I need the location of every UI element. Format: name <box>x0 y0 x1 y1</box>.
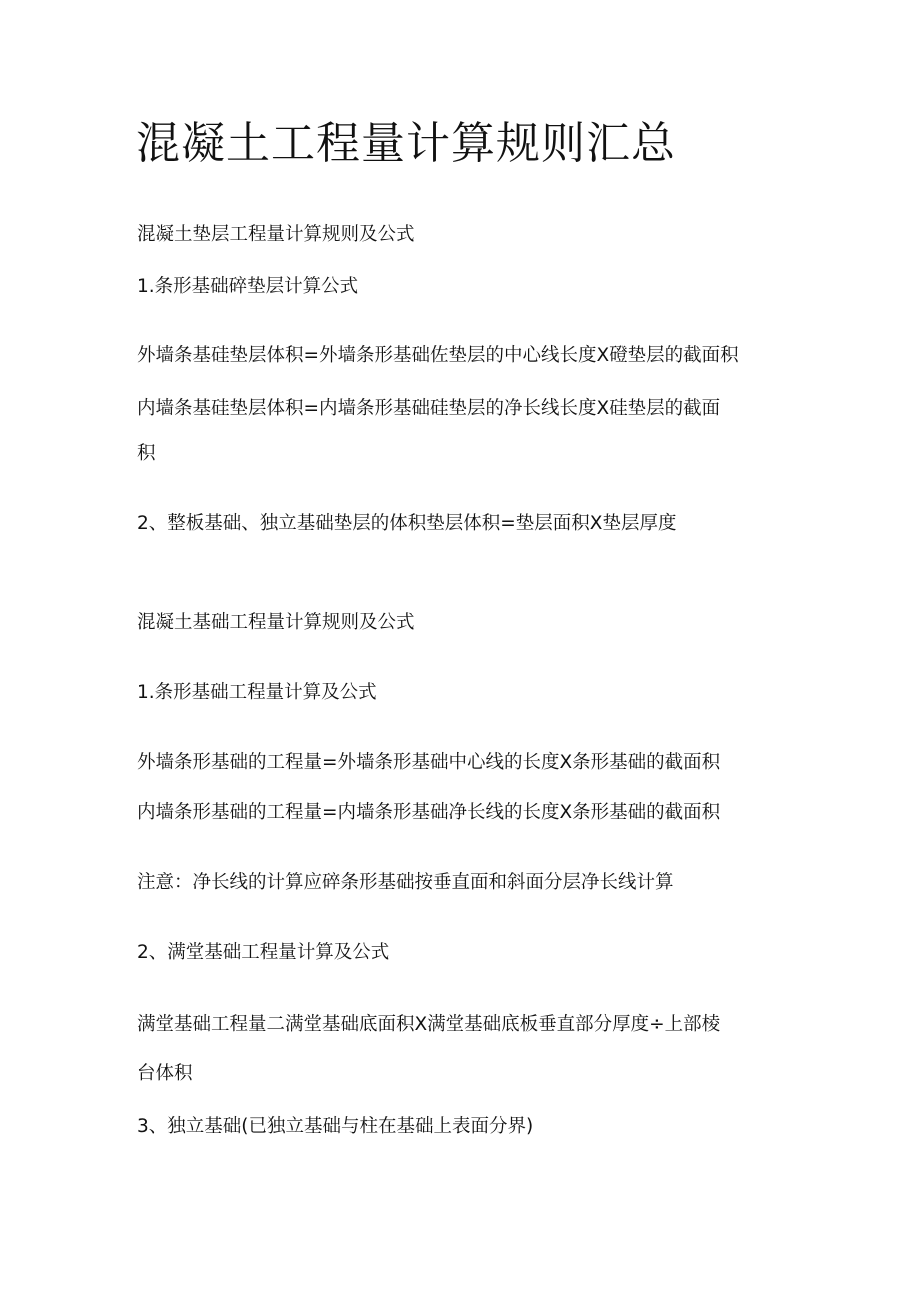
paragraph-mat-foundation-formula-cont: 台体积 <box>137 1063 193 1084</box>
item-strip-foundation: 1.条形基础工程量计算及公式 <box>137 682 377 703</box>
item-isolated-foundation: 3、独立基础(已独立基础与柱在基础上表面分界) <box>137 1116 534 1137</box>
paragraph-mat-foundation-formula: 满堂基础工程量二满堂基础底面积X满堂基础底板垂直部分厚度÷上部棱 <box>137 1014 721 1035</box>
section-heading-foundation: 混凝土基础工程量计算规则及公式 <box>137 612 415 633</box>
section-heading-cushion: 混凝土垫层工程量计算规则及公式 <box>137 224 415 245</box>
paragraph-inner-wall-foundation: 内墙条形基础的工程量=内墙条形基础净长线的长度X条形基础的截面积 <box>137 802 721 823</box>
item-strip-cushion-formula: 1.条形基础碎垫层计算公式 <box>137 276 359 297</box>
paragraph-inner-wall-cushion: 内墙条基硅垫层体积=内墙条形基础硅垫层的净长线长度X硅垫层的截面 <box>137 398 721 419</box>
document-title: 混凝土工程量计算规则汇总 <box>136 118 676 169</box>
item-raft-isolated-cushion: 2、整板基础、独立基础垫层的体积垫层体积=垫层面积X垫层厚度 <box>137 513 677 534</box>
paragraph-outer-wall-foundation: 外墙条形基础的工程量=外墙条形基础中心线的长度X条形基础的截面积 <box>137 752 721 773</box>
paragraph-outer-wall-cushion: 外墙条基硅垫层体积=外墙条形基础佐垫层的中心线长度X磴垫层的截面积 <box>137 345 739 366</box>
paragraph-inner-wall-cushion-cont: 积 <box>137 443 156 464</box>
item-mat-foundation: 2、满堂基础工程量计算及公式 <box>137 942 390 963</box>
paragraph-note: 注意：净长线的计算应碎条形基础按垂直面和斜面分层净长线计算 <box>137 872 674 893</box>
